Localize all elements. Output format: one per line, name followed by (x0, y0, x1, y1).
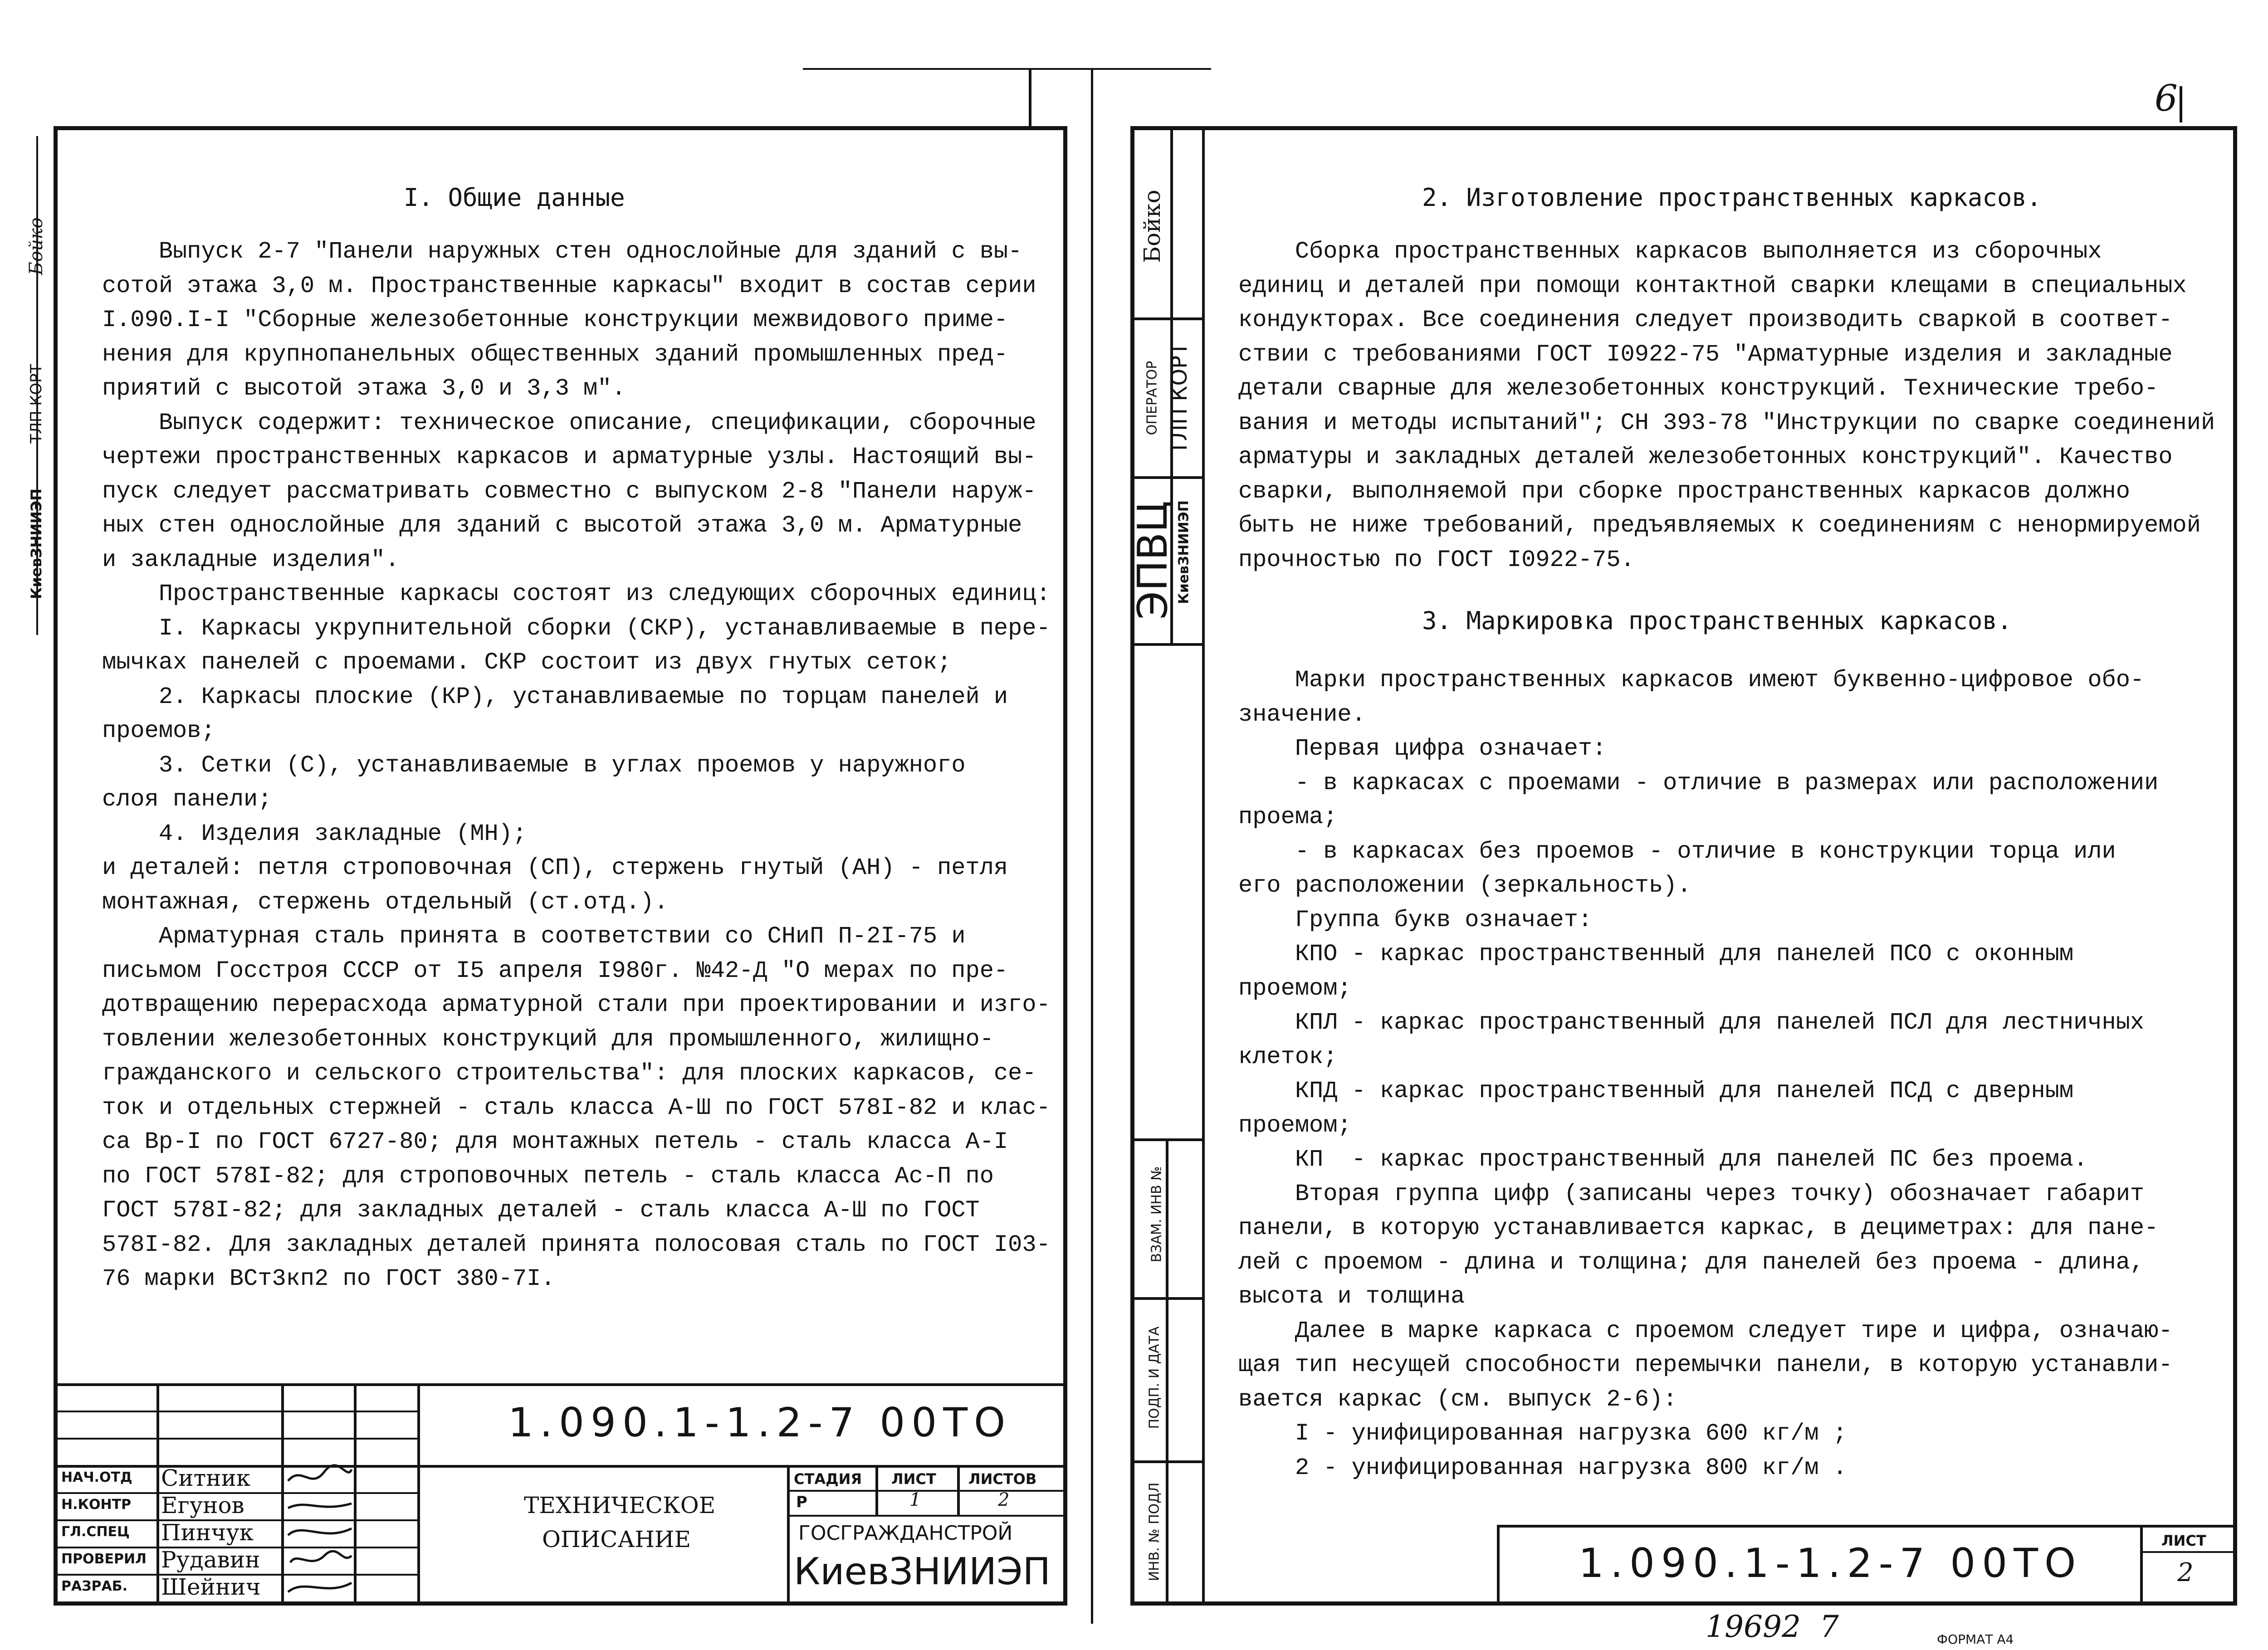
col-stage-label: СТАДИЯ (794, 1470, 862, 1488)
org-line-1: ГОСГРАЖДАНСТРОЙ (798, 1522, 1013, 1545)
signer-role-2: Н.КОНТР (61, 1497, 132, 1513)
margin-row-3 (1130, 643, 1203, 646)
right-tb-div (2140, 1525, 2143, 1606)
right-tb-sheet-value: 2 (2177, 1558, 2194, 1587)
left-tb-stage-line (787, 1490, 1067, 1492)
left-tb-row-2 (54, 1438, 417, 1440)
left-stamp-signature: Бойко (26, 217, 47, 275)
section-1-title: I. Общие данные (404, 183, 625, 212)
margin-operator: ОПЕРАТОР (1144, 361, 1160, 435)
footer-handwritten-number: 19692 7 (1706, 1609, 1839, 1644)
margin-sign-date: ПОДП. И ДАТА (1146, 1326, 1163, 1429)
margin-col-2 (1202, 126, 1205, 1606)
doc-title-line-1: ТЕХНИЧЕСКОЕ (524, 1492, 716, 1518)
corner-tick (2180, 86, 2182, 122)
sheet-value: 1 (909, 1489, 921, 1510)
left-tb-top-line (54, 1383, 1067, 1386)
section-1-body: Выпуск 2-7 "Панели наружных стен однослойные для зданий с вы- сотой этажа 3,0 м. Пространственные каркасы" входит в состав серии I.090.I-I "Сборные железобетонные конструкции межвидового приме- нения для крупнопанельных общественных зданий промышленных пред- приятий с высотой этажа 3,0 и 3,3 м". Выпуск содержит: техническое описание, спецификации, сборочные чертежи пространственных каркасов и арматурные узлы. Настоящий вы- пуск следует рассматривать совместно с выпуском 2-8 "Панели наруж- ных стен однослойные для зданий с высотой этажа 3,0 м. Арматурные и закладные изделия". Пространственные каркасы состоят из следующих сборочных единиц: I. Каркасы укрупнительной сборки (СКР), устанавливаемые в пере- мычках панелей с проемами. СКР состоит из двух гнутых сеток; 2. Каркасы плоские (КР), устанавливаемые по торцам панелей и проемов; 3. Сетки (С), устанавливаемые в углах проемов у наружного слоя панели; 4. Изделия закладные (МН); и деталей: петля строповочная (СП), стержень гнутый (АН) - петля монтажная, стержень отдельный (ст.отд.). Арматурная сталь принята в соответствии со СНиП П-2I-75 и письмом Госстроя СССР от I5 апреля I980г. №42-Д "О мерах по пре- дотвращению перерасхода арматурной стали при проектировании и изго- товлении железобетонных конструкций для промышленного, жилищно- гражданского и сельского строительства": для плоских каркасов, се- ток и отдельных стержней - сталь класса А-Ш по ГОСТ 578I-82 и клас- са Вр-I по ГОСТ 6727-80; для монтажных петель - сталь класса А-I по ГОСТ 578I-82; для строповочных петель - сталь класса Ас-П по ГОСТ 578I-82; для закладных деталей - сталь класса А-Ш по ГОСТ 578I-82. Для закладных деталей принята полосовая сталь по ГОСТ I03- 76 марки ВСт3кп2 по ГОСТ 380-7I. (102, 238, 1051, 1292)
margin-row-1 (1130, 317, 1203, 320)
signer-role-5: РАЗРАБ. (61, 1578, 127, 1594)
center-fold-line-2 (1091, 68, 1093, 1624)
margin-inv-orig: ИНВ. № ПОДЛ (1146, 1482, 1163, 1582)
left-tb-div-5 (787, 1465, 790, 1606)
doc-title-line-2: ОПИСАНИЕ (542, 1526, 691, 1552)
left-tb-row-1 (54, 1411, 417, 1412)
signer-name-3: Пинчук (161, 1519, 254, 1546)
left-tb-div-1 (156, 1383, 159, 1606)
top-edge-line (803, 68, 1211, 70)
sheets-value: 2 (998, 1489, 1010, 1510)
left-stamp-org: КиевЗНИИЭП (28, 488, 45, 599)
left-stamp-operator: ТЛП КОРТ (27, 364, 45, 444)
margin-row-2 (1130, 476, 1203, 479)
signer-name-4: Рудавин (161, 1547, 260, 1573)
margin-name: Бойко (1139, 190, 1165, 263)
signer-name-1: Ситник (161, 1465, 251, 1491)
left-tb-org-line (787, 1515, 1067, 1517)
left-tb-div-4 (417, 1383, 420, 1606)
signer-name-2: Егунов (161, 1492, 244, 1518)
signer-role-3: ГЛ.СПЕЦ (61, 1524, 130, 1540)
sheet-corner-number: 6 (2155, 77, 2178, 119)
signer-role-1: НАЧ.ОТД (61, 1469, 132, 1485)
margin-col-3 (1166, 1138, 1168, 1606)
col-sheets-label: ЛИСТОВ (968, 1470, 1037, 1488)
margin-org: ЭПВЦ (1129, 500, 1177, 620)
stage-value: Р (796, 1493, 807, 1511)
right-tb-code: 1.090.1-1.2-7 00ТО (1579, 1540, 2082, 1587)
signatures-scribbles (284, 1463, 356, 1603)
center-fold-line (1029, 68, 1031, 127)
footer-format: ФОРМАТ А4 (1937, 1632, 2014, 1647)
section-3-body: Марки пространственных каркасов имеют буквенно-цифровое обо- значение. Первая цифра означает: - в каркасах с проемами - отличие в размерах или расположении проема; - в каркасах без проемов - отличие в конструкции торца или его расположении (зеркальность). Группа букв означает: КПО - каркас пространственный для панелей ПСО с оконным проемом; КПЛ - каркас пространственный для панелей ПСЛ для лестничных клеток; КПД - каркас пространственный для панелей ПСД с дверным проемом; КП - каркас пространственный для панелей ПС без проема. Вторая группа цифр (записаны через точку) обозначает габарит панели, в которую устанавливается каркас, в дециметрах: для пане- лей с проемом - длина и толщина; для панелей без проема - длина, высота и толщина Далее в марке каркаса с проемом следует тире и цифра, означаю- щая тип несущей способности перемычки панели, в которую устанавли- вается каркас (см. выпуск 2-6): I - унифицированная нагрузка 600 кг/м ; 2 - унифицированная нагрузка 800 кг/м . (1238, 667, 2173, 1481)
margin-operator-2: ТЛП КОРТ (1167, 342, 1192, 454)
col-sheet-label: ЛИСТ (891, 1470, 936, 1488)
right-tb-sheet-line (2140, 1551, 2237, 1553)
org-line-2: КиевЗНИИЭП (794, 1550, 1051, 1593)
section-3-title: 3. Маркировка пространственных каркасов. (1422, 606, 2012, 635)
left-tb-code: 1.090.1-1.2-7 00ТО (508, 1399, 1012, 1446)
right-tb-sheet-label: ЛИСТ (2161, 1532, 2206, 1549)
signer-role-4: ПРОВЕРИЛ (61, 1551, 147, 1567)
margin-inv-replace: ВЗАМ. ИНВ № (1149, 1166, 1165, 1263)
section-2-body: Сборка пространственных каркасов выполняется из сборочных единиц и деталей при помощи контактной сварки клещами в специальных кондукторах. Все соединения следует производить сваркой в соответ- ствии с требованиями ГОСТ I0922-75 "Арматурные изделия и закладные детали сварные для железобетонных конструкций. Технические требо- вания и методы испытаний"; СН 393-78 "Инструкции по сварке соединений арматуры и закладных деталей железобетонных конструкций". Качество сварки, выполняемой при сборке пространственных каркасов должно быть не ниже требований, предъявляемых к соединениям с ненормируемой прочностью по ГОСТ I0922-75. (1238, 238, 2215, 573)
signer-name-5: Шейнич (161, 1574, 261, 1600)
section-2-title: 2. Изготовление пространственных каркасов. (1422, 183, 2042, 212)
margin-org-2: КиевЗНИИЭП (1176, 500, 1192, 604)
